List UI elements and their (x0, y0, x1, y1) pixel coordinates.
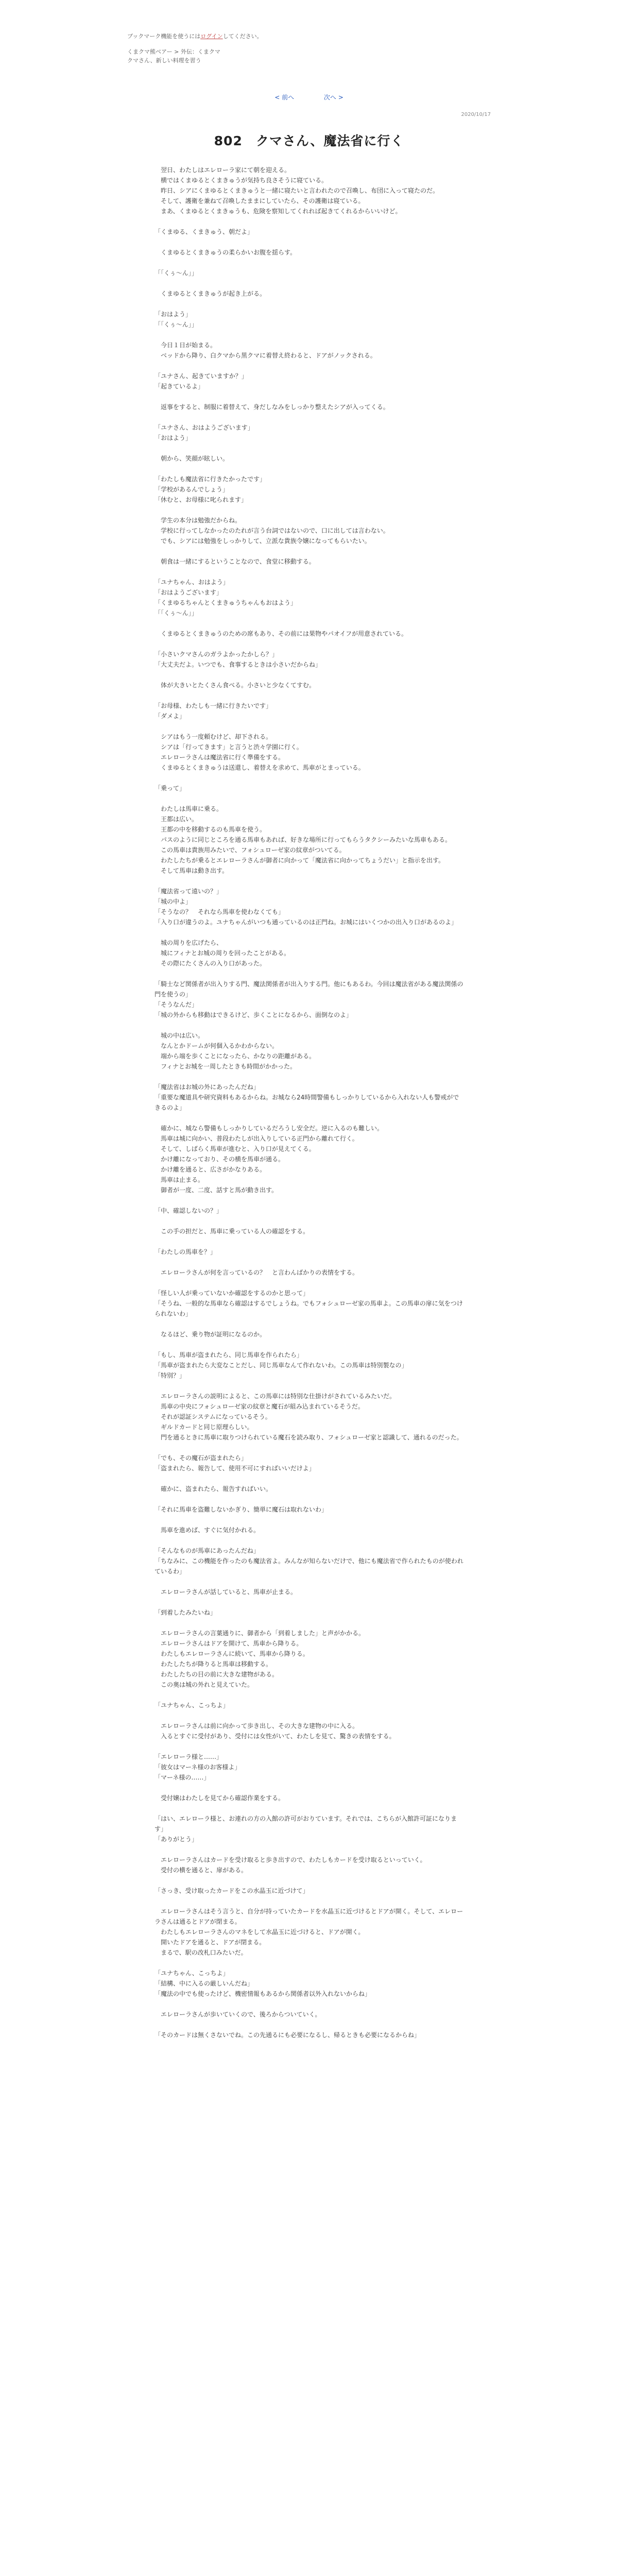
body-line: エレローラさんはドアを開けて、馬車から降りる。 (154, 1640, 303, 1647)
body-line: 馬車の中央にフォシュローゼ家の紋章と魔石が組み込まれているそうだ。 (154, 1403, 364, 1410)
chapter-navigation (0, 93, 618, 101)
body-line: 「「くぅ〜ん」」 (154, 321, 198, 328)
body-line: 「ユナさん、おはようございます」 (154, 424, 254, 431)
body-line: 馬車を進めば、すぐに気付かれる。 (154, 1527, 260, 1534)
body-line: 端から端を歩くことになったら、かなりの距離がある。 (154, 1053, 316, 1060)
body-line (154, 876, 464, 886)
body-line (154, 690, 464, 701)
body-line: 「重要な魔道具や研究資料もあるからね。お城なら24時間警備もしっかりしているから入れない人も警戒ができるのよ」 (154, 1094, 459, 1111)
body-line: 「魔法の中でも使ったけど、機密情報もあるから関係者以外入れないからね」 (154, 1990, 371, 1997)
breadcrumb-site-link[interactable]: くまクマ熊ベアー (127, 48, 173, 55)
body-line: そして、しばらく馬車が進むと、入り口が見えてくる。 (154, 1145, 315, 1153)
body-line (154, 1999, 464, 2009)
body-line: 馬車は城に向かい、普段わたしが出入りしている正門から離れて行く。 (154, 1135, 358, 1142)
body-line: 「乗って」 (154, 785, 186, 792)
body-line: エレローラさんはそう言うと、自分が持っていたカードを水晶玉に近づけるとドアが開く。そして、エレローラさんは通るとドアが閉まる。 (154, 1908, 464, 1925)
body-line (154, 258, 464, 268)
body-line: 「入り口が違うのよ。ユナちゃんがいつも通っているのは正門ね。お城にはいくつかの出入り口があるのよ」 (154, 919, 458, 926)
body-line: わたしたちの目の前に大きな建物がある。 (154, 1671, 279, 1678)
body-line (154, 1741, 464, 1752)
body-line: 「特別？」 (154, 1372, 186, 1379)
body-line: なんとかドームが何個入るかわからない。 (154, 1042, 279, 1049)
body-line: 「そのカードは無くさないでね。この先通るにも必要になるし、帰るときも必要になるからね」 (154, 2031, 421, 2039)
body-line: 「マーネ様の……」 (154, 1774, 210, 1781)
body-line: くまゆるとくまきゅうが起き上がる。 (154, 290, 266, 297)
body-line: 「学校があるんでしょう」 (154, 486, 229, 493)
body-line: 「ユナちゃん、おはよう」 (154, 579, 229, 586)
body-line: 入るとすぐに受付があり、受付には女性がいて、わたしを見て、驚きの表情をする。 (154, 1733, 396, 1740)
body-line (154, 546, 464, 556)
body-line: 「お母様、わたしも一緒に行きたいです」 (154, 702, 272, 709)
body-line: 「「くぅ〜ん」」 (154, 609, 198, 617)
body-line: 「おはよう」 (154, 434, 192, 442)
body-line (154, 278, 464, 289)
body-line: でも、シアには勉強をしっかりして、立派な貴族令嬢になってもらいたい。 (154, 537, 371, 545)
page-header (0, 0, 618, 65)
body-line: 「馬車が盗まれたら大変なことだし、同じ馬車なんて作れないわ。この馬車は特別製なの」 (154, 1362, 408, 1369)
body-line (154, 216, 464, 227)
body-line: 「城の中よ」 (154, 898, 192, 905)
body-line: パスのように同じところを通る馬車もあれば、好きな場所に行ってもらうタクシーみたいな馬車もある。 (154, 836, 452, 843)
body-line: 体が大きいとたくさん食べる。小さいと少なくてすむ。 (154, 682, 316, 689)
body-line: 「ユナさん、起きていますか？」 (154, 372, 248, 380)
body-line: 朝から、笑顔が眩しい。 (154, 455, 229, 462)
body-line: 「起きているよ」 (154, 383, 204, 390)
body-line (154, 1875, 464, 1886)
body-line: そして、護衛を兼ねて召喚したままにしていたら、その護衛は寝ている。 (154, 197, 365, 205)
body-line: 開いたドアを通ると、ドアが閉まる。 (154, 1939, 266, 1946)
body-line: 「くまゆる、くまきゅう、朝だよ」 (154, 228, 254, 235)
body-line: まあ、くまゆるとくまきゅうも、危険を察知してくれれば起きてくれるからいいけど。 (154, 208, 402, 215)
body-line (154, 361, 464, 371)
body-line: 「魔法省って遠いの？」 (154, 888, 223, 895)
body-line: 城の中は広い。 (154, 1032, 204, 1039)
body-line: わたしたちが乗るとエレローラさんが御者に向かって「魔法省に向かってちょうだい」と指示を出す。 (154, 857, 445, 864)
body-line: 確かに、城なら警備もしっかりしているだろうし安全だ。逆に入るのも難しい。 (154, 1125, 384, 1132)
body-line: その際にたくさんの入り口があった。 (154, 960, 266, 967)
body-line: それが認証システムになっているそう。 (154, 1413, 271, 1420)
body-line (154, 670, 464, 680)
body-line: わたしたちが降りると馬車は移動する。 (154, 1660, 272, 1668)
body-line: 「「くぅ〜ん」」 (154, 269, 198, 277)
body-line: 「もし、馬車が盗まれたら、同じ馬車を作られたら」 (154, 1351, 303, 1359)
body-line (154, 618, 464, 629)
body-line: 馬車は止まる。 (154, 1176, 204, 1183)
body-line: 学校に行ってしなかったのたれが言う台詞ではないので、口に出しては言わない。 (154, 527, 389, 534)
body-line (154, 721, 464, 732)
body-line: わたしもエレローラさんに続いて、馬車から降りる。 (154, 1650, 309, 1657)
body-line: 王都の中を移動するのも馬車を使う。 (154, 826, 266, 833)
body-line: シアは「行ってきます」と言うと渋々学園に行く。 (154, 743, 303, 751)
body-line (154, 1072, 464, 1082)
body-line: 「結構、中に入るの厳しいんだね」 (154, 1980, 254, 1987)
body-line: くまゆるとくまきゅうの柔らかいお腹を揺らす。 (154, 249, 297, 256)
body-line (154, 392, 464, 402)
body-line: エレローラさんが歩いていくので、後ろからついていく。 (154, 2011, 321, 2018)
body-line (154, 1340, 464, 1350)
body-line: 「彼女はマーネ様のお客様よ」 (154, 1764, 241, 1771)
body-line: 「わたしの馬車を？」 (154, 1248, 217, 1256)
login-link[interactable]: ログイン (200, 33, 223, 40)
body-line: 「エレローラ様と……」 (154, 1753, 223, 1760)
body-line: エレローラさんは魔法省に行く準備をする。 (154, 754, 285, 761)
body-line: 「それに馬車を盗難しないかぎり、簡単に魔石は取れないわ」 (154, 1506, 328, 1513)
body-line: かけ離を通ると、広さがかなりある。 (154, 1166, 266, 1173)
body-line: くまゆるとくまきゅうは送還し、着替えを求めて、馬車がとまっている。 (154, 764, 365, 771)
body-line: 「ちなみに、この機能を作ったのも魔法省よ。みんなが知らないだけで、他にも魔法省で作られたものが使われているわ」 (154, 1557, 464, 1575)
body-line: 「はい、エレローラ様と、お連れの方の入館の許可がおりています。それでは、こちらが入館許可証になります」 (154, 1815, 457, 1833)
body-line (154, 1195, 464, 1206)
body-line (154, 793, 464, 804)
body-line: 「ダメよ」 (154, 713, 186, 720)
body-line: そして馬車は動き出す。 (154, 867, 229, 874)
body-line: わたしは馬車に乗る。 (154, 805, 223, 812)
body-line (154, 1597, 464, 1607)
body-line (154, 1515, 464, 1525)
body-line: かけ離になっており、その横を馬車が通る。 (154, 1156, 285, 1163)
body-line (154, 1278, 464, 1288)
body-line: 「さっき、受け取ったカードをこの水晶玉に近づけて」 (154, 1887, 309, 1894)
body-line (154, 1473, 464, 1484)
body-line (154, 412, 464, 422)
body-line: エレローラさんが何を言っているの？ と言わんばかりの表情をする。 (154, 1269, 359, 1276)
prev-chapter-link[interactable]: < 前へ (274, 94, 295, 101)
body-line: 御者が一度、二度、話すと馬が動き出す。 (154, 1187, 278, 1194)
breadcrumb-separator: > (172, 48, 181, 55)
body-line: 「おはよう」 (154, 311, 192, 318)
body-line: なるほど、乗り物が証明になるのか。 (154, 1331, 266, 1338)
body-line (154, 1216, 464, 1226)
body-line: 返事をすると、制服に着替えて、身だしなみをしっかり整えたシアが入ってくる。 (154, 403, 389, 411)
body-line (154, 299, 464, 309)
breadcrumb (127, 47, 618, 56)
body-line (154, 1896, 464, 1906)
body-line (154, 1443, 464, 1453)
body-line: 「ユナちゃん、こっちよ」 (154, 1702, 229, 1709)
body-line: 「小さいクマさんのガラよかったかしら？」 (154, 651, 279, 658)
body-line (154, 1710, 464, 1721)
body-line: 「盗まれたら、報告して、使用不可にすればいいだけよ」 (154, 1465, 315, 1472)
body-line: 「くまゆるちゃんとくまきゅうちゃんもおはよう」 (154, 599, 297, 606)
body-line: 学生の本分は勉強だからね。 (154, 517, 242, 524)
body-line (154, 237, 464, 247)
body-line: 朝食は一緒にするということなので、食堂に移動する。 (154, 558, 315, 565)
post-date: 2020/10/17 (461, 112, 491, 117)
body-line: 「怪しい人が乗っていないか確認をするのかと思って」 (154, 1290, 310, 1297)
body-line: この馬車は貴族用みたいで、フォシュローゼ家の紋章がついてる。 (154, 846, 346, 854)
body-line: 受付嬢はわたしを見てから確認作業をする。 (154, 1794, 285, 1802)
body-line: 「魔法省はお城の外にあったんだね」 (154, 1083, 260, 1091)
body-line: 昨日、シアにくまゆるとくまきゅうと一緒に寝たいと言われたので召喚し、布団に入って寝たのだ。 (154, 187, 439, 194)
body-line (154, 1783, 464, 1793)
body-line (154, 1236, 464, 1247)
body-line: ベッドから降り、白クマから黒クマに着替え終わると、ドアがノックされる。 (154, 352, 376, 359)
body-line: エレローラさんが話していると、馬車が止まる。 (154, 1588, 297, 1596)
body-line: エレローラさんの説明によると、この馬車には特別な仕掛けがされているみたいだ。 (154, 1393, 396, 1400)
body-line (154, 639, 464, 649)
body-line: 翌日、わたしはエレローラ家にて朝を迎える。 (154, 166, 291, 174)
body-line: ギルドカードと同じ原理らしい。 (154, 1423, 253, 1431)
body-line: 城の周りを広げたら、 (154, 939, 223, 946)
body-line (154, 1618, 464, 1628)
body-line: くまゆるとくまきゅうのための席もあり、その前には果物やパオイフが用意されている。 (154, 630, 408, 637)
body-line: 「ユナちゃん、こっちよ」 (154, 1970, 229, 1977)
body-line (154, 330, 464, 340)
body-line (154, 1844, 464, 1855)
body-line: 確かに、盗まれたら、報告すればいい。 (154, 1485, 272, 1493)
body-line (154, 1381, 464, 1391)
body-line: シアはもう一度頼むけど、却下される。 (154, 733, 272, 740)
body-line (154, 1319, 464, 1329)
bookmark-notice-prefix: ブックマーク機能を使うには (127, 33, 201, 40)
body-line: エレローラさんはカードを受け取ると歩き出すので、わたしもカードを受け取るといっていく。 (154, 1856, 426, 1863)
body-line (154, 1113, 464, 1123)
chapter-body (154, 165, 464, 2040)
body-line: 「騎士など関係者が出入りする門、魔法関係者が出入りする門。他にもあるわ。今回は魔法省がある魔法関係の門を使うの」 (154, 980, 464, 998)
body-line: 「わたしも魔法省に行きたかったです」 (154, 476, 266, 483)
body-line (154, 969, 464, 979)
body-line (154, 1958, 464, 1968)
body-line: 「中、確認しないの？」 (154, 1207, 223, 1214)
body-line (154, 1690, 464, 1700)
body-line: エレローラさんの言葉通りに、御者から「到着しました」と声がかかる。 (154, 1630, 365, 1637)
body-line (154, 1494, 464, 1504)
body-line: 横ではくまゆるとくまきゅうが気持ち良さそうに寝ている。 (154, 177, 328, 184)
body-line (154, 505, 464, 515)
body-line (154, 443, 464, 453)
body-line: 「城の外からも移動はできるけど、歩くことになるから、面倒なのよ」 (154, 1011, 353, 1019)
breadcrumb-chapter-link[interactable]: 外伝：くまクマ (180, 48, 220, 55)
body-line: 「そうなの？ それなら馬車を使わなくても」 (154, 908, 285, 916)
body-line: 門を通るときに馬車に取りつけられている魔石を読み取り、フォシュローゼ家と認識して、通れるのだった。 (154, 1434, 463, 1441)
body-line: 城にフィナとお城の周りを回ったことがある。 (154, 950, 290, 957)
body-line (154, 1803, 464, 1814)
body-line: この手の担だと、馬車に乗っている人の確認をする。 (154, 1228, 310, 1235)
body-line (154, 1535, 464, 1546)
body-line: この奥は城の外れと見えていた。 (154, 1681, 254, 1688)
chapter-title: 802 クマさん、魔法省に行く (214, 133, 404, 148)
body-line (154, 2020, 464, 2030)
body-line: 「ありがとう」 (154, 1836, 198, 1843)
bookmark-notice (127, 32, 618, 40)
body-line: 「休むと、お母様に叱られます」 (154, 496, 248, 503)
body-line: 「そんなものが馬車にあったんだね」 (154, 1547, 260, 1554)
body-line: エレローラさんは前に向かって歩き出し、その大きな建物の中に入る。 (154, 1722, 359, 1730)
body-line (154, 1577, 464, 1587)
body-line (154, 464, 464, 474)
body-line (154, 773, 464, 783)
body-line: 「おはようございます」 (154, 589, 223, 596)
body-line: 王都は広い。 (154, 816, 198, 823)
breadcrumb-current-page: クマさん、新しい料理を習う (127, 57, 201, 64)
body-line: 「でも、その魔石が盗まれたら」 (154, 1454, 248, 1462)
body-line (154, 567, 464, 577)
body-line: まるで、駅の改札口みたいだ。 (154, 1949, 247, 1956)
body-line: 受付の横を通ると、扉がある。 (154, 1867, 248, 1874)
body-line: 今日１日が始まる。 (154, 342, 217, 349)
body-line (154, 1257, 464, 1267)
body-line: 「到着したみたいね」 (154, 1609, 217, 1616)
body-line: 「そうね、一般的な馬車なら確認はするでしょうね。でもフォシュローゼ家の馬車よ。この馬車の扉に気をつけられないわ」 (154, 1300, 463, 1317)
body-line: フィナとお城を一周したときも時間がかかった。 (154, 1063, 297, 1070)
next-chapter-link[interactable]: 次へ > (323, 94, 344, 101)
bookmark-notice-suffix: してください。 (222, 33, 263, 40)
body-line (154, 1020, 464, 1030)
body-line: 「そうなんだ」 (154, 1001, 198, 1008)
body-line: 「大丈夫だよ。いつでも、食事するときは小さいだからね」 (154, 661, 322, 668)
body-line (154, 927, 464, 938)
body-line: わたしもエレローラさんのマネをして水晶玉に近づけると、ドアが開く。 (154, 1928, 365, 1936)
